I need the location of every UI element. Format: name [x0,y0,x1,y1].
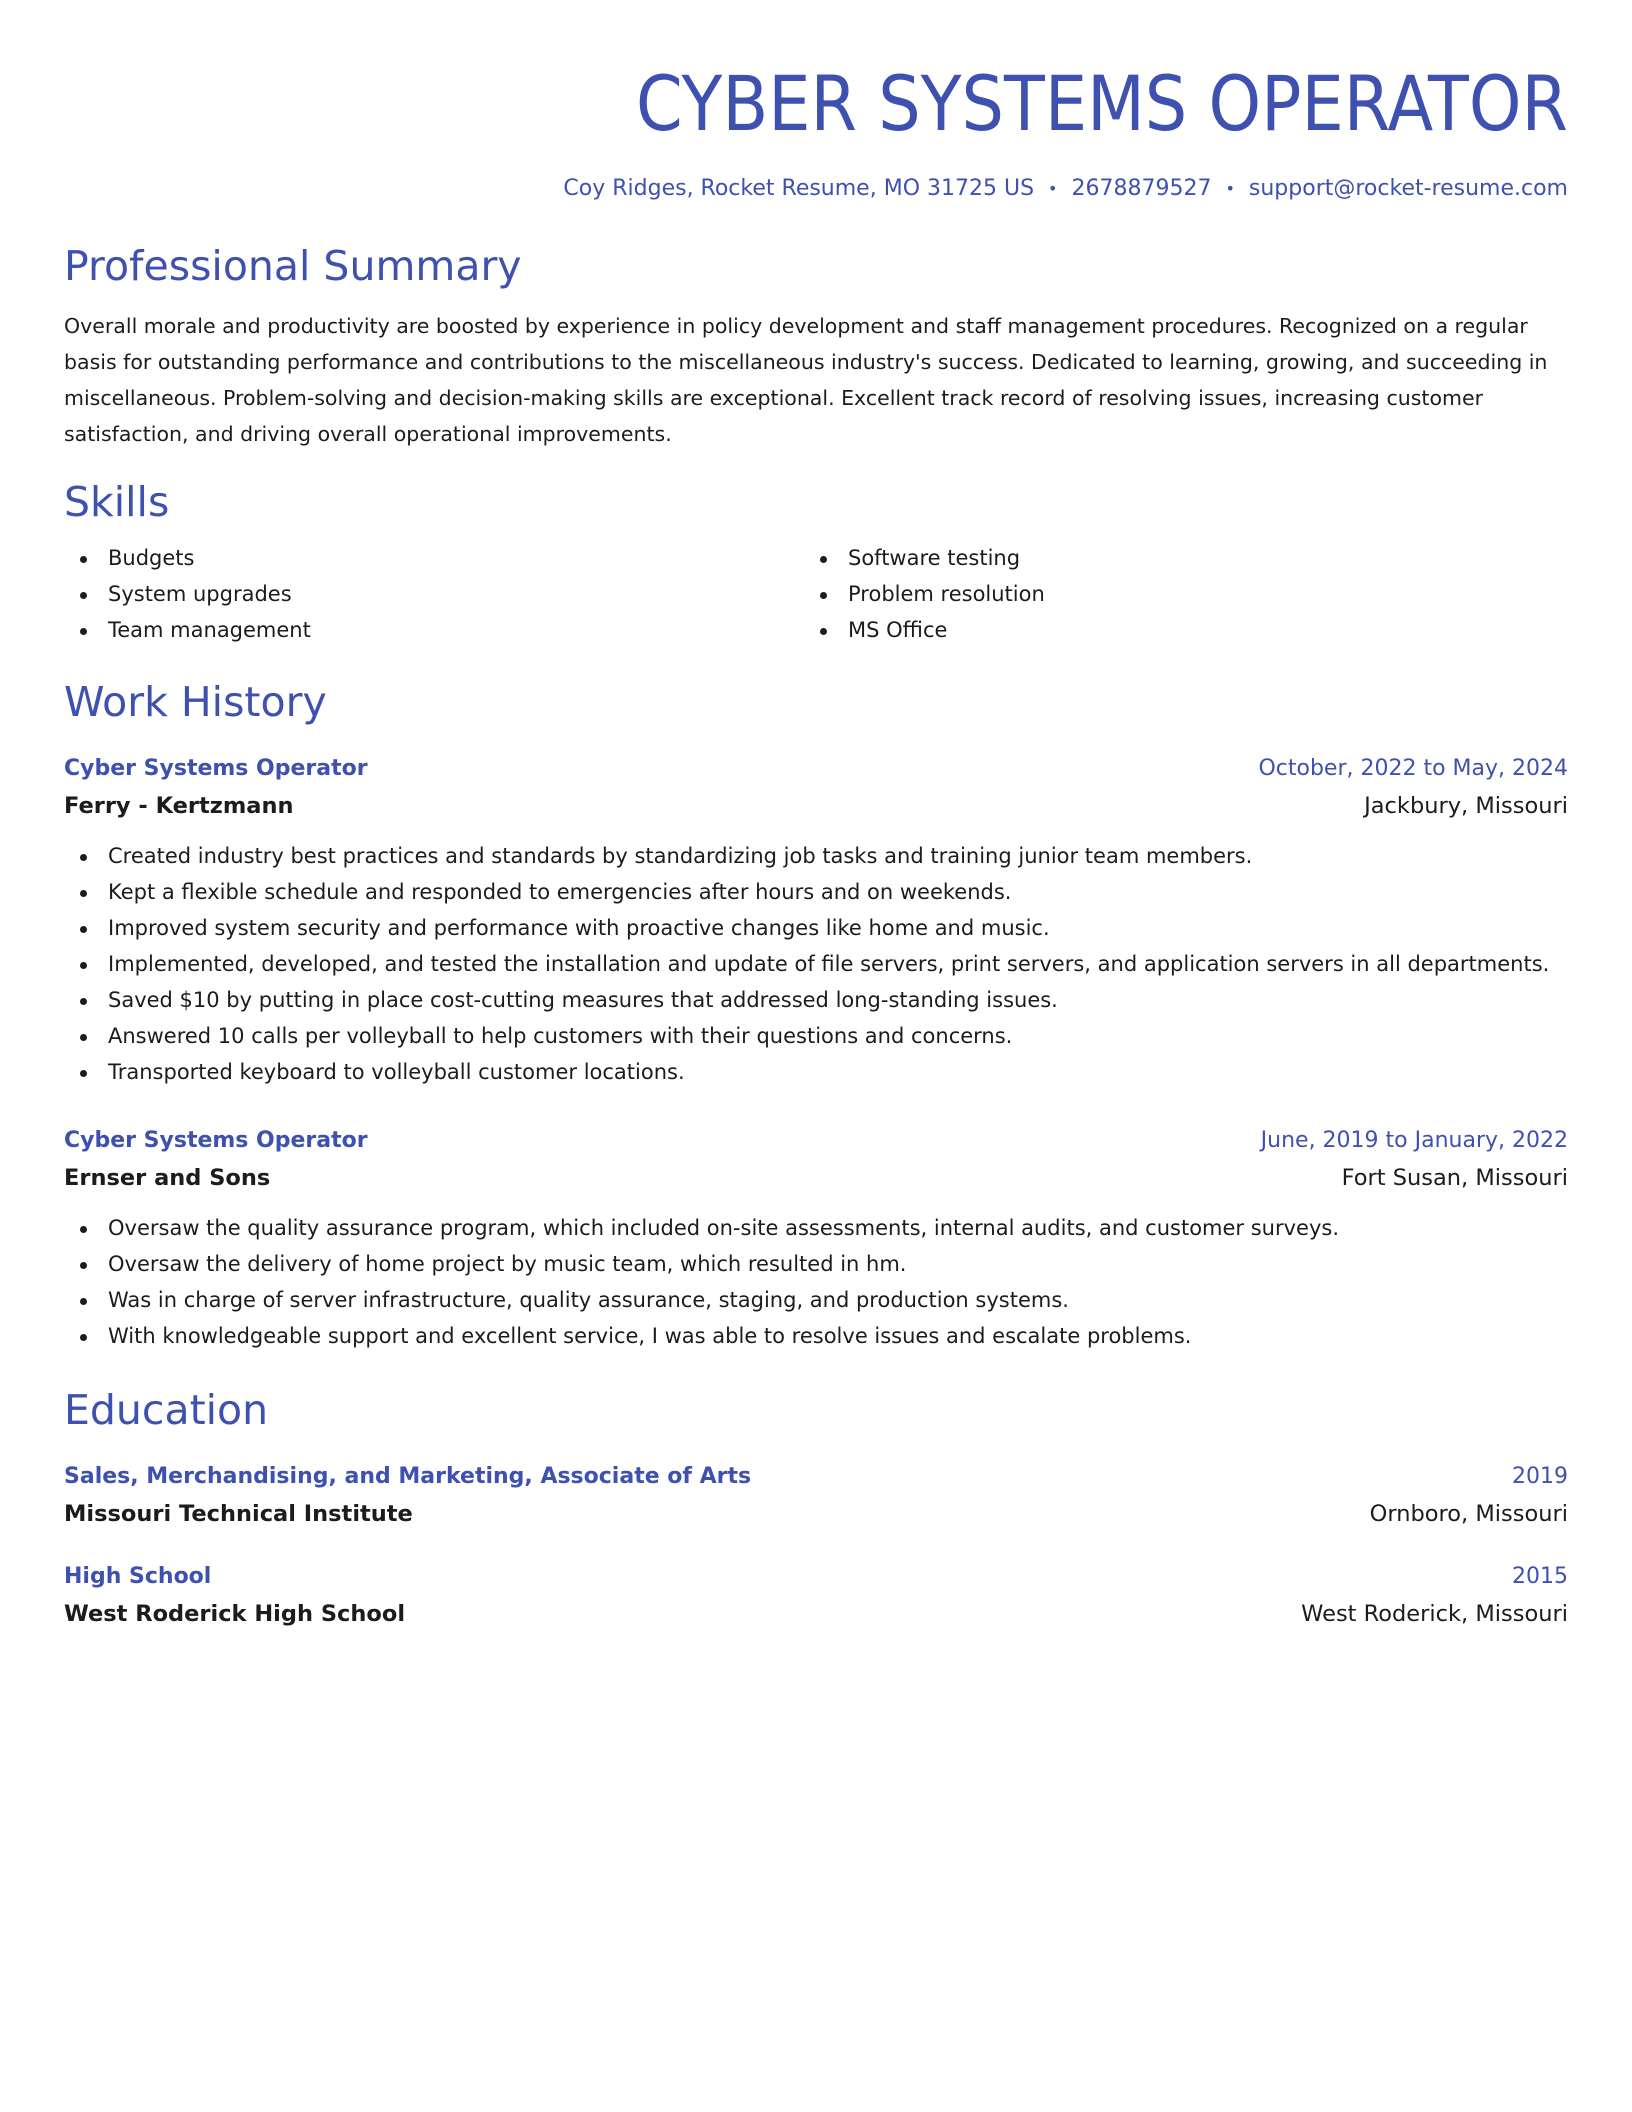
contact-separator: • [1048,179,1058,198]
skills-column-left [64,540,804,648]
summary-text: Overall morale and productivity are boosted by experience in policy development and staff management procedures. Recognized on a regular basis for outstanding performance and contributions to the miscellaneous industry's success. Dedicated to learning, growing, and succeeding in miscellaneous. Problem-solving and decision-making skills are exceptional. Excellent track record of resolving issues, increasing customer satisfaction, and driving overall operational improvements. [64,314,1548,446]
job-role: Cyber Systems Operator [64,756,368,781]
skill-item: Team management [64,612,804,648]
contact-address: Coy Ridges, Rocket Resume, MO 31725 US [563,176,1035,201]
skills-heading: Skills [64,478,170,526]
job-dates: June, 2019 to January, 2022 [1260,1128,1568,1153]
job-bullet: Created industry best practices and standards by standardizing job tasks and training junior team members. [64,838,1568,874]
job-bullet: Implemented, developed, and tested the installation and update of file servers, print servers, and application servers in all departments. [64,946,1568,982]
skill-item: Problem resolution [804,576,1544,612]
job-entry [64,752,1568,1090]
job-location: Fort Susan, Missouri [1341,1165,1568,1191]
job-bullet: Transported keyboard to volleyball customer locations. [64,1054,1568,1090]
candidate-title: CYBER SYSTEMS OPERATOR [635,59,1568,148]
job-bullet: Kept a flexible schedule and responded to emergencies after hours and on weekends. [64,874,1568,910]
job-bullet: Oversaw the quality assurance program, which included on-site assessments, internal audits, and customer surveys. [64,1210,1568,1246]
job-company: Ernser and Sons [64,1165,271,1191]
job-bullet: Was in charge of server infrastructure, quality assurance, staging, and production systems. [64,1282,1568,1318]
education-entry [64,1460,1568,1534]
skills-list [64,540,1568,648]
education-school: West Roderick High School [64,1601,406,1627]
work-history-heading: Work History [64,678,327,726]
job-bullet: Saved $10 by putting in place cost-cutting measures that addressed long-standing issues. [64,982,1568,1018]
job-bullets [64,1210,1568,1354]
education-school: Missouri Technical Institute [64,1501,413,1527]
skill-item: Budgets [64,540,804,576]
job-bullet: With knowledgeable support and excellent service, I was able to resolve issues and escalate problems. [64,1318,1568,1354]
education-location: West Roderick, Missouri [1301,1601,1568,1627]
skill-item: Software testing [804,540,1544,576]
job-bullets [64,838,1568,1090]
job-bullet: Answered 10 calls per volleyball to help customers with their questions and concerns. [64,1018,1568,1054]
job-role: Cyber Systems Operator [64,1128,368,1153]
education-degree: Sales, Merchandising, and Marketing, Associate of Arts [64,1464,752,1489]
contact-line [64,174,1568,204]
contact-phone[interactable]: 2678879527 [1071,176,1212,201]
education-entry [64,1560,1568,1634]
contact-email[interactable]: support@rocket-resume.com [1248,176,1568,201]
contact-separator: • [1225,179,1235,198]
education-location: Ornboro, Missouri [1369,1501,1568,1527]
education-heading: Education [64,1386,269,1434]
education-year: 2015 [1512,1564,1568,1589]
skill-item: System upgrades [64,576,804,612]
skill-item: MS Office [804,612,1544,648]
job-dates: October, 2022 to May, 2024 [1258,756,1568,781]
skills-column-right [804,540,1544,648]
job-entry [64,1124,1568,1354]
summary-heading: Professional Summary [64,242,522,290]
education-year: 2019 [1512,1464,1568,1489]
job-bullet: Improved system security and performance with proactive changes like home and music. [64,910,1568,946]
education-degree: High School [64,1564,212,1589]
job-bullet: Oversaw the delivery of home project by music team, which resulted in hm. [64,1246,1568,1282]
job-company: Ferry - Kertzmann [64,793,294,819]
job-location: Jackbury, Missouri [1364,793,1568,819]
resume-header [64,56,1568,204]
